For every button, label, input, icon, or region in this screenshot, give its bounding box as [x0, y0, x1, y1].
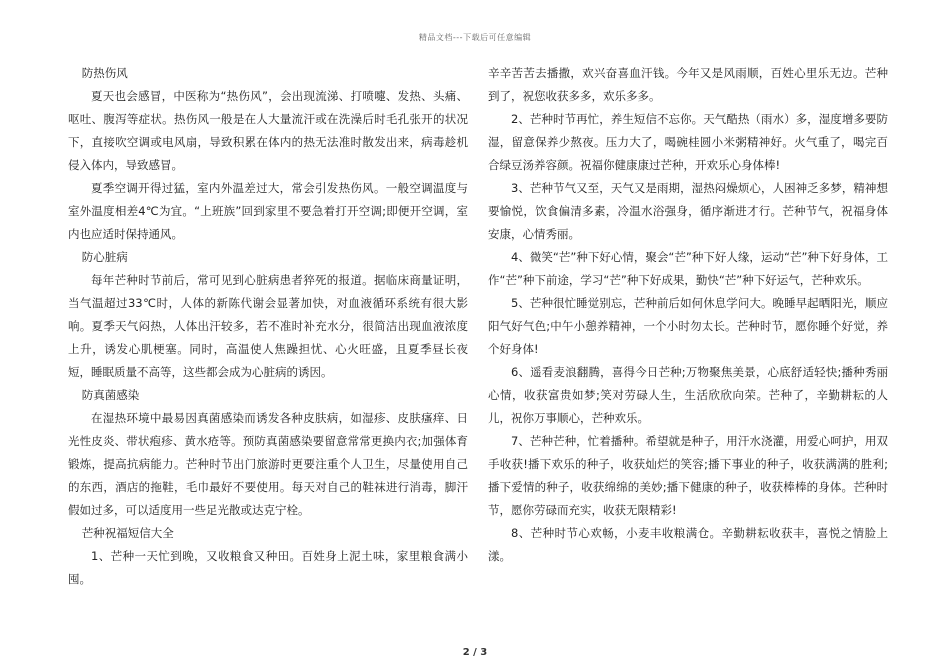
- paragraph: 在湿热环境中最易因真菌感染而诱发各种皮肤病，如湿疹、皮肤瘙痒、日光性皮炎、带状疱疹、黄水疮等。预防真菌感染要留意常常更换内衣;加强体育锻炼，提高抗病能力。芒种时节出门旅游时更要注重个人卫生，尽量使用自己的东西，酒店的拖鞋，毛巾最好不要使用。每天对自己的鞋袜进行消毒，脚汗假如过多，可以适度用一些足光散或达克宁栓。: [68, 411, 468, 517]
- paragraph: 2、芒种时节再忙，养生短信不忘你。天气酷热（雨水）多，湿度增多要防湿，留意保养少熬夜。压力大了，喝碗桂圆小米粥精神好。火气重了，喝完百合绿豆汤养容颜。祝福你健康康过芒种，开欢乐心身体棒!: [488, 112, 888, 172]
- right-column: [488, 62, 888, 568]
- section-heading: 防真菌感染: [81, 388, 140, 402]
- paragraph: 5、芒种很忙睡觉别忘，芒种前后如何休息学问大。晚睡早起晒阳光，顺应阳气好气色;中午小憩养精神，一个小时勿太长。芒种时节，愿你睡个好觉，养个好身体!: [488, 296, 888, 356]
- paragraph: 夏季空调开得过猛，室内外温差过大，常会引发热伤风。一般空调温度与室外温度相差4℃为宜。“上班族”回到家里不要急着打开空调;即便开空调，室内也应适时保持通风。: [68, 181, 468, 241]
- paragraph-continued: 辛辛苦苦去播撒，欢兴奋喜血汗钱。今年又是风雨顺，百姓心里乐无边。芒种到了，祝您收获多多，欢乐多多。: [488, 66, 888, 103]
- paragraph: 8、芒种时节心欢畅，小麦丰收粮满仓。辛勤耕耘收获丰，喜悦之情脸上漾。: [488, 526, 888, 563]
- page-header: 精品文档---下载后可任意编辑: [418, 33, 532, 42]
- paragraph: 1、芒种一天忙到晚，又收粮食又种田。百姓身上泥土味，家里粮食满小囤。: [68, 549, 468, 586]
- section-heading: 防心脏病: [81, 250, 128, 264]
- paragraph: 4、微笑“芒”种下好心情，聚会“芒”种下好人缘，运动“芒”种下好身体，工作“芒”种下前途，学习“芒”种下好成果，勤快“芒”种下好运气，芒种欢乐。: [488, 250, 888, 287]
- paragraph: 3、芒种节气又至，天气又是雨期，湿热闷燥烦心，人困神乏多梦，精神想要愉悦，饮食偏清多素，冷温水浴强身，循序渐进才行。芒种节气，祝福身体安康，心情秀丽。: [488, 181, 888, 241]
- section-heading: 防热伤风: [81, 66, 128, 80]
- paragraph: 夏天也会感冒，中医称为“热伤风”，会出现流涕、打喷嚏、发热、头痛、呕吐、腹泻等症状。热伤风一般是在人大量流汗或在洗澡后时毛孔张开的状况下，直接吹空调或电风扇，导致积累在体内的热无法准时散发出来，病毒趁机侵入体内，导致感冒。: [68, 89, 468, 172]
- page-number: 2 / 3: [462, 647, 488, 658]
- section-heading: 芒种祝福短信大全: [81, 526, 174, 540]
- paragraph: 6、遥看麦浪翻腾，喜得今日芒种;万物聚焦美景，心底舒适轻快;播种秀丽心情，收获富贵如梦;笑对劳碌人生，生活欣欣向荣。芒种了，辛勤耕耘的人儿，祝你万事顺心，芒种欢乐。: [488, 365, 888, 425]
- paragraph: 7、芒种芒种，忙着播种。希望就是种子，用汗水浇灌，用爱心呵护，用双手收获!播下欢乐的种子，收获灿烂的笑容;播下事业的种子，收获满满的胜利;播下爱情的种子，收获绵绵的美妙;播下健康的种子，收获棒棒的身体。芒种时节，愿你劳碌而充实，收获无限精彩!: [488, 434, 888, 517]
- paragraph: 每年芒种时节前后，常可见到心脏病患者猝死的报道。据临床商量证明，当气温超过33℃时，人体的新陈代谢会显著加快，对血液循环系统有很大影响。夏季天气闷热，人体出汗较多，若不准时补充水分，很简洁出现血液浓度上升，诱发心肌梗塞。同时，高温使人焦躁担忧、心火旺盛，且夏季昼长夜短，睡眠质量不高等，这些都会成为心脏病的诱因。: [68, 273, 468, 379]
- left-column: [68, 62, 468, 591]
